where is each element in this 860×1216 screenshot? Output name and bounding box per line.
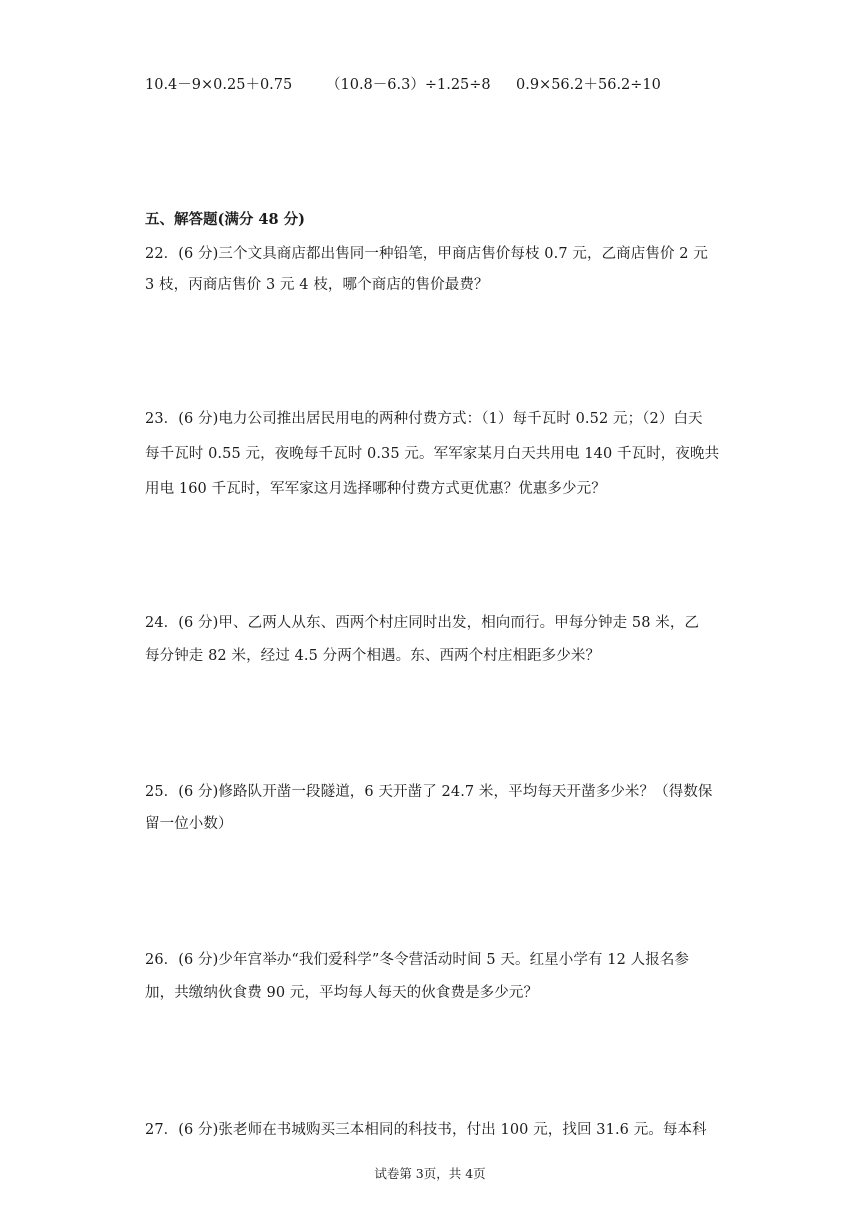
section-title: 五、解答题(满分 48 分) bbox=[145, 211, 305, 228]
page-footer: 试卷第 3页，共 4页 bbox=[374, 1166, 486, 1181]
question-23-line-2: 每千瓦时 0.55 元，夜晚每千瓦时 0.35 元。军军家某月白天共用电 140 千瓦时，夜晚共 bbox=[145, 446, 720, 462]
question-24-line-1: 24．(6 分)甲、乙两人从东、西两个村庄同时出发，相向而行。甲每分钟走 58 米，乙 bbox=[145, 615, 700, 631]
question-25-line-1: 25．(6 分)修路队开凿一段隧道，6 天开凿了 24.7 米，平均每天开凿多少米？（得数保 bbox=[145, 784, 713, 800]
question-27-line-1: 27．(6 分)张老师在书城购买三本相同的科技书，付出 100 元，找回 31.6 元。每本科 bbox=[145, 1122, 707, 1138]
question-26-line-1: 26．(6 分)少年宫举办“我们爱科学”冬令营活动时间 5 天。红星小学有 12 人报名参 bbox=[145, 952, 690, 968]
calculation-expression-1: 10.4－9×0.25＋0.75 bbox=[145, 77, 293, 93]
question-22-line-2: 3 枝，丙商店售价 3 元 4 枝，哪个商店的售价最费？ bbox=[145, 277, 489, 293]
question-23-line-3: 用电 160 千瓦时，军军家这月选择哪种付费方式更优惠？优惠多少元？ bbox=[145, 481, 606, 497]
question-26-line-2: 加，共缴纳伙食费 90 元，平均每人每天的伙食费是多少元？ bbox=[145, 985, 539, 1001]
question-25-line-2: 留一位小数） bbox=[145, 816, 233, 832]
question-23-line-1: 23．(6 分)电力公司推出居民用电的两种付费方式：（1）每千瓦时 0.52 元；（2）白天 bbox=[145, 411, 703, 427]
question-22-line-1: 22．(6 分)三个文具商店都出售同一种铅笔，甲商店售价每枝 0.7 元，乙商店售价 2 元 bbox=[145, 246, 708, 262]
calculation-expression-2: （10.8－6.3）÷1.25÷8 bbox=[326, 77, 491, 93]
calculation-expression-3: 0.9×56.2＋56.2÷10 bbox=[516, 77, 661, 93]
question-24-line-2: 每分钟走 82 米，经过 4.5 分两个相遇。东、西两个村庄相距多少米？ bbox=[145, 648, 601, 664]
